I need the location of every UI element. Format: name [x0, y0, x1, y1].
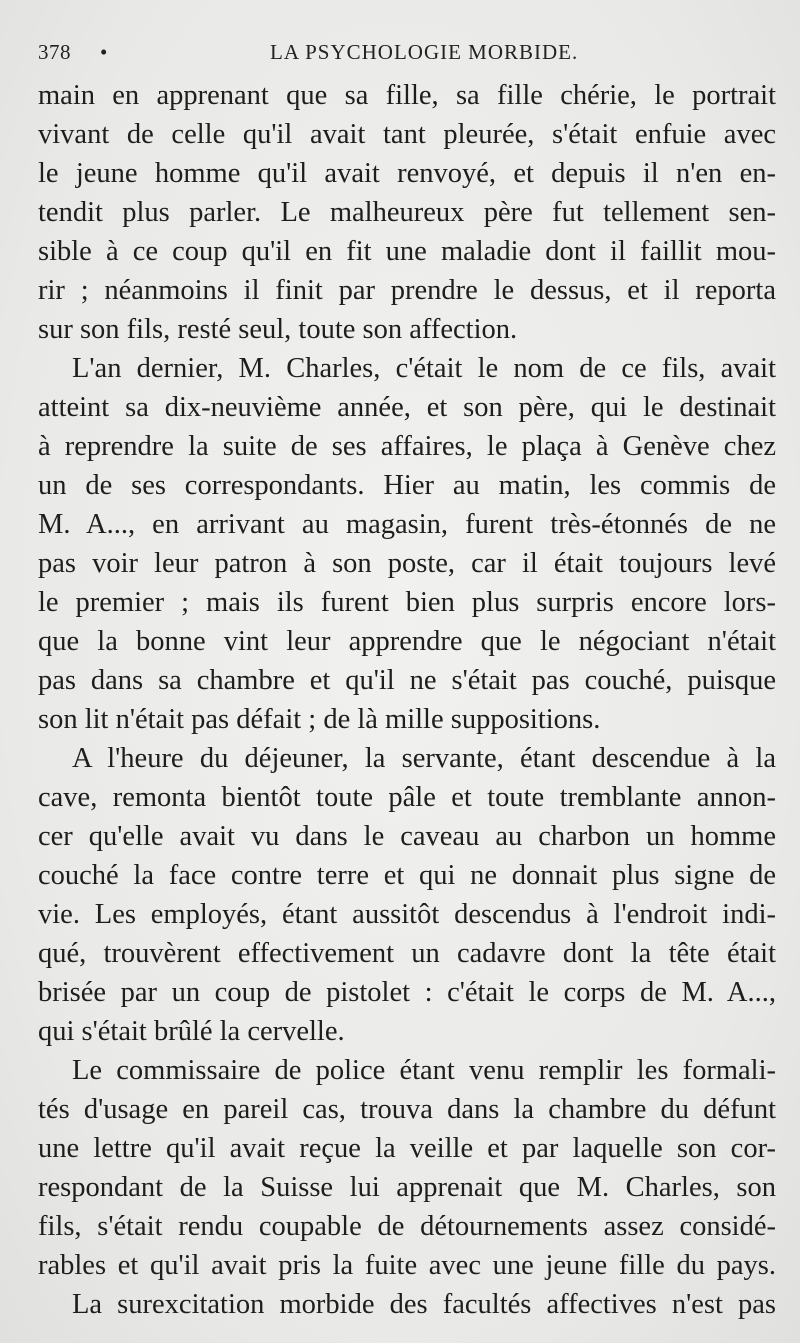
- text-line: cave, remonta bientôt toute pâle et toute tremblante annon-: [38, 782, 776, 813]
- text-line: A l'heure du déjeuner, la servante, étant descendue à la: [72, 743, 776, 774]
- text-line: son lit n'était pas défait ; de là mille suppositions.: [38, 704, 601, 735]
- text-line: couché la face contre terre et qui ne donnait plus signe de: [38, 860, 776, 891]
- text-line: vie. Les employés, étant aussitôt descendus à l'endroit indi-: [38, 899, 776, 930]
- text-line: pas voir leur patron à son poste, car il était toujours levé: [38, 548, 776, 579]
- running-head: LA PSYCHOLOGIE MORBIDE.: [270, 40, 579, 64]
- body-text: [38, 76, 776, 1324]
- text-line: une lettre qu'il avait reçue la veille et par laquelle son cor-: [38, 1133, 776, 1164]
- text-line: rables et qu'il avait pris la fuite avec une jeune fille du pays.: [38, 1250, 776, 1281]
- page-number: 378: [38, 40, 71, 64]
- text-line: respondant de la Suisse lui apprenait que M. Charles, son: [38, 1172, 776, 1203]
- text-line: un de ses correspondants. Hier au matin, les commis de: [38, 470, 776, 501]
- text-line: cer qu'elle avait vu dans le caveau au charbon un homme: [38, 821, 776, 852]
- text-line: tendit plus parler. Le malheureux père fut tellement sen-: [38, 197, 776, 228]
- text-line: qué, trouvèrent effectivement un cadavre dont la tête était: [38, 938, 776, 969]
- text-line: atteint sa dix-neuvième année, et son père, qui le destinait: [38, 392, 776, 423]
- text-line: La surexcitation morbide des facultés affectives n'est pas: [72, 1289, 776, 1320]
- text-line: fils, s'était rendu coupable de détournements assez considé-: [38, 1211, 776, 1242]
- text-line: sible à ce coup qu'il en fit une maladie dont il faillit mou-: [38, 236, 776, 267]
- text-line: pas dans sa chambre et qu'il ne s'était pas couché, puisque: [38, 665, 776, 696]
- text-line: rir ; néanmoins il finit par prendre le dessus, et il reporta: [38, 275, 776, 306]
- text-line: tés d'usage en pareil cas, trouva dans la chambre du défunt: [38, 1094, 776, 1125]
- text-line: M. A..., en arrivant au magasin, furent très-étonnés de ne: [38, 509, 776, 540]
- text-line: à reprendre la suite de ses affaires, le plaça à Genève chez: [38, 431, 776, 462]
- header-bullet: •: [100, 40, 108, 64]
- text-line: vivant de celle qu'il avait tant pleurée, s'était enfuie avec: [38, 119, 776, 150]
- text-line: Le commissaire de police étant venu remplir les formali-: [72, 1055, 776, 1086]
- text-line: le premier ; mais ils furent bien plus surpris encore lors-: [38, 587, 776, 618]
- text-line: L'an dernier, M. Charles, c'était le nom de ce fils, avait: [72, 353, 776, 384]
- text-line: le jeune homme qu'il avait renvoyé, et depuis il n'en en-: [38, 158, 776, 189]
- text-line: brisée par un coup de pistolet : c'était le corps de M. A...,: [38, 977, 776, 1008]
- text-line: sur son fils, resté seul, toute son affection.: [38, 314, 518, 345]
- page-header: [38, 40, 770, 72]
- text-line: main en apprenant que sa fille, sa fille chérie, le portrait: [38, 80, 776, 111]
- text-line: que la bonne vint leur apprendre que le négociant n'était: [38, 626, 776, 657]
- text-line: qui s'était brûlé la cervelle.: [38, 1016, 345, 1047]
